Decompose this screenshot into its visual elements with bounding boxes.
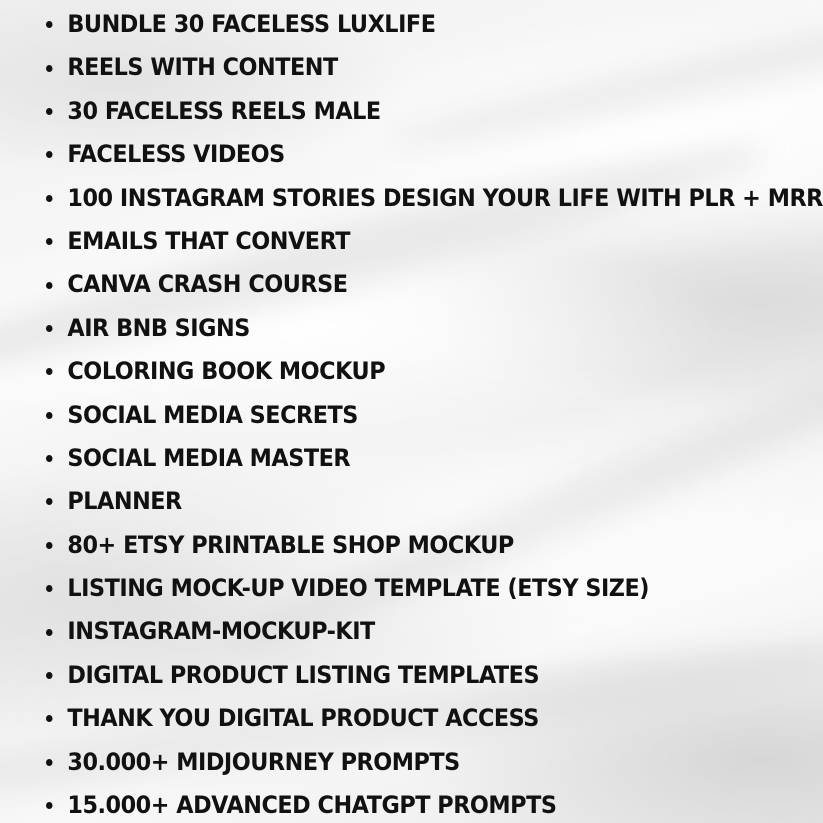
list-item: [46, 263, 823, 306]
list-item-label: COLORING BOOK MOCKUP: [67, 357, 386, 386]
bullet-icon: [46, 585, 53, 592]
list-item-label: AIR BNB SIGNS: [67, 313, 250, 342]
bullet-icon: [46, 282, 53, 289]
list-item: [46, 307, 823, 350]
list-item: [46, 697, 823, 740]
list-item-label: 30 FACELESS REELS MALE: [67, 96, 381, 125]
list-item: [46, 610, 823, 653]
list-item: [46, 90, 823, 133]
list-item: [46, 46, 823, 89]
list-item-label: PLANNER: [67, 487, 182, 516]
bullet-icon: [46, 759, 53, 766]
list-item-label: BUNDLE 30 FACELESS LUXLIFE: [67, 10, 436, 38]
list-item-label: 100 INSTAGRAM STORIES DESIGN YOUR LIFE WITH PLR + MRR: [67, 183, 823, 212]
bullet-icon: [46, 412, 53, 419]
bullet-icon: [46, 368, 53, 375]
bullet-icon: [46, 325, 53, 332]
list-item-label: CANVA CRASH COURSE: [67, 270, 348, 299]
list-item-label: THANK YOU DIGITAL PRODUCT ACCESS: [67, 704, 539, 733]
list-item: [46, 437, 823, 480]
list-item-label: INSTAGRAM-MOCKUP-KIT: [67, 617, 375, 646]
list-item-label: 30.000+ MIDJOURNEY PROMPTS: [67, 747, 460, 776]
list-item-label: 15.000+ ADVANCED CHATGPT PROMPTS: [67, 791, 557, 820]
list-item-label: DIGITAL PRODUCT LISTING TEMPLATES: [67, 660, 540, 689]
bullet-icon: [46, 195, 53, 202]
list-item: [46, 177, 823, 220]
bullet-icon: [46, 65, 53, 72]
list-item-label: SOCIAL MEDIA SECRETS: [67, 400, 358, 429]
list-item: [46, 394, 823, 437]
bullet-icon: [46, 151, 53, 158]
bullet-icon: [46, 629, 53, 636]
list-item: [46, 784, 823, 823]
list-item: [46, 3, 823, 46]
bullet-icon: [46, 455, 53, 462]
bullet-icon: [46, 21, 53, 28]
list-item-label: EMAILS THAT CONVERT: [67, 226, 351, 255]
list-item-label: SOCIAL MEDIA MASTER: [67, 443, 351, 472]
list-item: [46, 220, 823, 263]
list-item-label: FACELESS VIDEOS: [67, 140, 285, 169]
bullet-icon: [46, 715, 53, 722]
list-item: [46, 741, 823, 784]
list-item-label: 80+ ETSY PRINTABLE SHOP MOCKUP: [67, 530, 514, 559]
list-item: [46, 480, 823, 523]
bullet-icon: [46, 238, 53, 245]
list-item-label: LISTING MOCK-UP VIDEO TEMPLATE (ETSY SIZE): [67, 574, 650, 603]
list-item: [46, 350, 823, 393]
bundle-contents-list: [46, 3, 823, 823]
bullet-icon: [46, 498, 53, 505]
list-item: [46, 524, 823, 567]
list-item: [46, 567, 823, 610]
list-item: [46, 654, 823, 697]
bullet-icon: [46, 542, 53, 549]
list-item: [46, 133, 823, 176]
bullet-icon: [46, 802, 53, 809]
bullet-icon: [46, 672, 53, 679]
bullet-icon: [46, 108, 53, 115]
list-item-label: REELS WITH CONTENT: [67, 53, 338, 82]
